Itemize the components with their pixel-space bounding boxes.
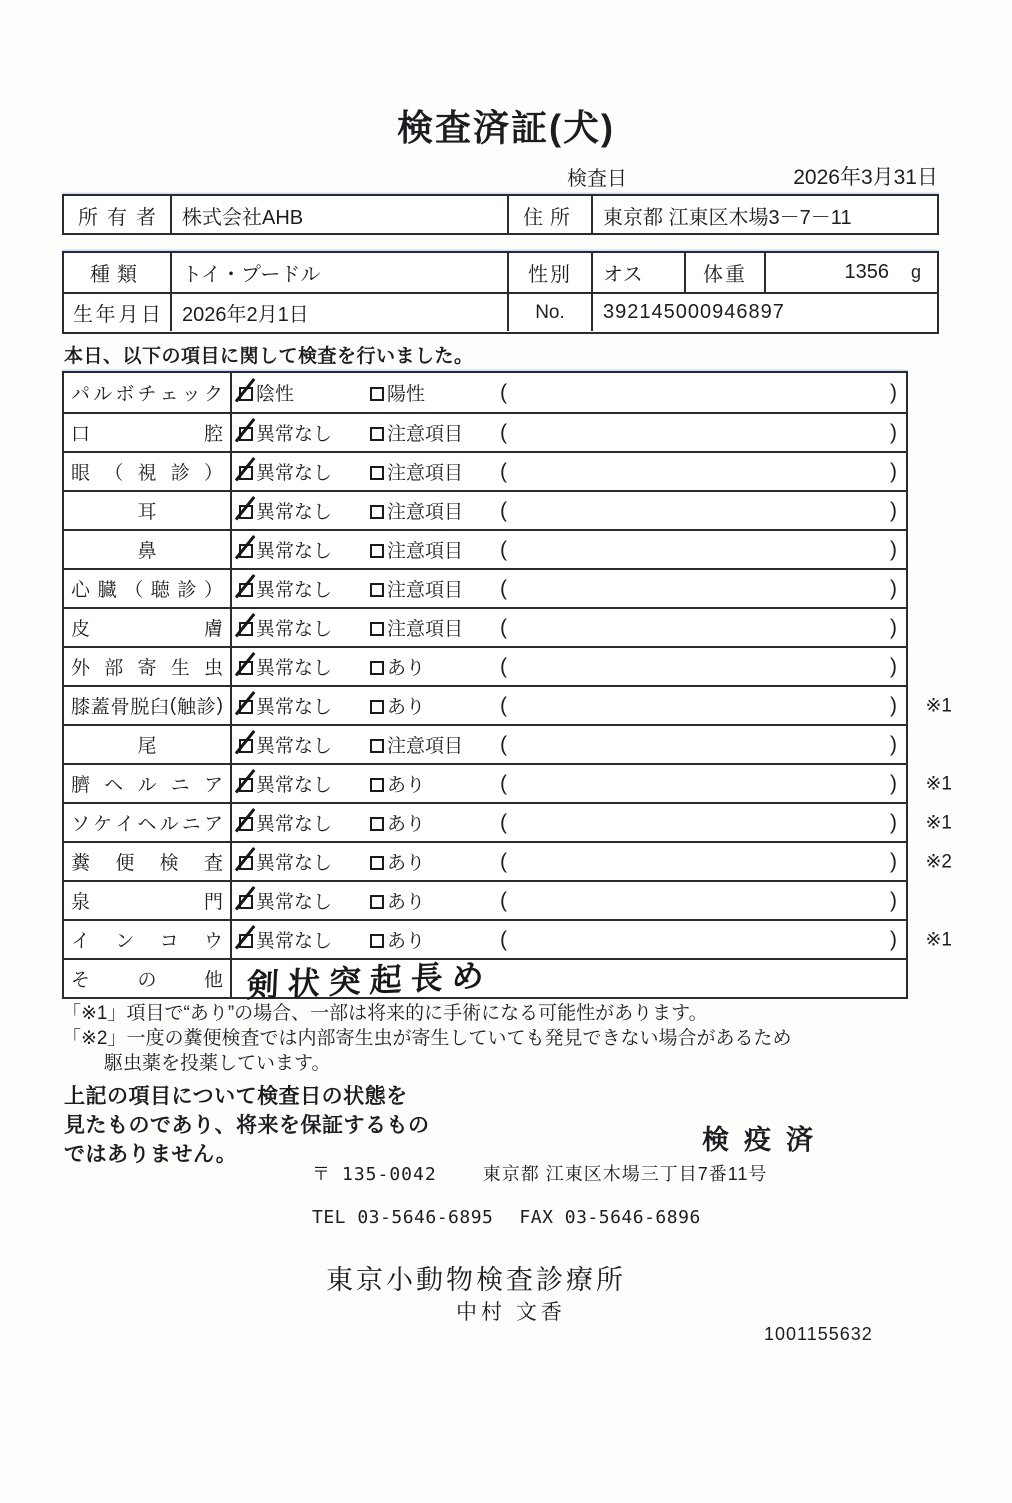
pet-info-box: [62, 251, 939, 334]
item-label-char: ル: [93, 384, 113, 405]
open-paren: (: [500, 771, 507, 795]
checkbox-unchecked-icon: [370, 583, 384, 597]
row-body: [232, 531, 906, 568]
item-label-char: コ: [159, 931, 179, 952]
checkbox-checked-icon: [239, 622, 253, 636]
close-paren: ): [890, 420, 897, 444]
item-label-char: 臍: [71, 775, 91, 796]
checkbox-unchecked-icon: [370, 817, 384, 831]
address-label: 住所: [507, 196, 591, 235]
row-body: [232, 570, 906, 607]
item-label-char: 口: [71, 424, 91, 445]
option-secondary: [370, 497, 500, 524]
result-field: [500, 850, 906, 874]
table-row: [64, 451, 906, 490]
option-primary: [239, 926, 370, 953]
row-body: [232, 843, 906, 880]
footnote-2-continued: 駆虫薬を投薬しています。: [104, 1053, 331, 1075]
option-label: 異常なし: [256, 697, 333, 718]
item-label-char: 蓋: [90, 697, 110, 718]
close-paren: ): [890, 732, 897, 756]
item-label-char: ボ: [115, 384, 135, 405]
item-label-char: 生: [170, 658, 190, 679]
item-label-char: 脱: [130, 697, 150, 718]
result-field: [500, 577, 906, 601]
option-primary: [239, 497, 370, 524]
checkbox-checked-icon: [239, 856, 253, 870]
checkbox-unchecked-icon: [370, 661, 384, 675]
close-paren: ): [890, 888, 897, 912]
item-label-char: ク: [203, 384, 223, 405]
option-secondary: [370, 926, 500, 953]
item-label-char: 聴: [150, 580, 170, 601]
option-primary: [239, 692, 370, 719]
checkbox-unchecked-icon: [370, 778, 384, 792]
result-field: [500, 381, 906, 405]
option-secondary: [370, 809, 500, 836]
item-label-char: ル: [137, 775, 157, 796]
close-paren: ): [890, 693, 897, 717]
disclaimer-line: 見たものであり、将来を保証するもの: [64, 1113, 430, 1137]
weight-value: 1356: [844, 261, 889, 283]
option-secondary: [370, 770, 500, 797]
id-number-label: No.: [507, 294, 591, 331]
table-row: [64, 880, 906, 919]
checkbox-unchecked-icon: [370, 622, 384, 636]
option-label: 異常なし: [256, 736, 333, 757]
table-row: [64, 646, 906, 685]
item-label-char: 臼: [150, 697, 170, 718]
option-primary: [239, 614, 370, 641]
veterinarian-name: 中村 文香: [456, 1301, 566, 1324]
table-row: [64, 568, 906, 607]
row-body: [232, 609, 906, 646]
checkbox-unchecked-icon: [370, 466, 384, 480]
item-label: [64, 882, 232, 919]
option-label: あり: [387, 892, 426, 913]
owner-value: 株式会社AHB: [170, 196, 507, 235]
option-secondary: [370, 887, 500, 914]
option-label: 注意項目: [387, 736, 464, 757]
item-label: [64, 609, 232, 646]
result-field: [500, 694, 906, 718]
option-label: 陽性: [387, 384, 426, 405]
item-label-char: ニ: [181, 814, 201, 835]
open-paren: (: [500, 810, 507, 834]
checkbox-unchecked-icon: [370, 505, 384, 519]
clinic-address: 東京都 江東区木場三丁目7番11号: [482, 1164, 768, 1184]
close-paren: ): [890, 810, 897, 834]
item-label-char: 検: [159, 853, 179, 874]
option-label: 異常なし: [256, 580, 333, 601]
option-primary: [239, 379, 370, 406]
item-label: [64, 414, 232, 451]
inspection-table: [62, 371, 952, 1004]
breed-value: トイ・プードル: [170, 253, 507, 292]
clinic-name: 東京小動物検査診療所: [326, 1265, 626, 1295]
open-paren: (: [500, 654, 507, 678]
close-paren: ): [890, 615, 897, 639]
disclaimer-line: ではありません。: [64, 1142, 238, 1166]
checkbox-checked-icon: [239, 700, 253, 714]
result-field: [500, 733, 906, 757]
checkbox-checked-icon: [239, 934, 253, 948]
row-body: [232, 687, 906, 724]
item-label-char: ヘ: [137, 814, 157, 835]
item-label-char: 鼻: [137, 541, 157, 562]
item-label-char: 糞: [71, 853, 91, 874]
checkbox-unchecked-icon: [370, 700, 384, 714]
row-body: [232, 492, 906, 529]
row-body: [232, 882, 906, 919]
checkbox-checked-icon: [239, 778, 253, 792]
open-paren: (: [500, 537, 507, 561]
checkbox-checked-icon: [239, 739, 253, 753]
row-body: [232, 726, 906, 763]
checkbox-checked-icon: [239, 817, 253, 831]
option-secondary: [370, 458, 500, 485]
close-paren: ): [890, 380, 897, 404]
item-label-char: ウ: [203, 931, 223, 952]
intro-text: 本日、以下の項目に関して検査を行いました。: [64, 346, 474, 367]
option-secondary: [370, 731, 500, 758]
option-label: 異常なし: [256, 619, 333, 640]
option-label: 注意項目: [387, 502, 464, 523]
open-paren: (: [500, 615, 507, 639]
clinic-fax: FAX 03-5646-6896: [519, 1207, 701, 1228]
item-label: [64, 804, 232, 841]
option-primary: [239, 770, 370, 797]
result-field: [500, 538, 906, 562]
row-body: [232, 804, 906, 841]
result-field: [500, 421, 906, 445]
result-field: [500, 772, 906, 796]
option-secondary: [370, 692, 500, 719]
item-label-char: そ: [71, 970, 91, 991]
clinic-postal-line: [312, 1160, 767, 1186]
option-primary: [239, 575, 370, 602]
result-field: [500, 655, 906, 679]
birthdate-label: 生 年 月 日: [73, 304, 161, 326]
checkbox-unchecked-icon: [370, 387, 384, 401]
footnotes: [62, 1001, 942, 1076]
close-paren: ): [890, 459, 897, 483]
open-paren: (: [500, 576, 507, 600]
row-body: [232, 956, 906, 1004]
checkbox-checked-icon: [239, 661, 253, 675]
item-label-char: 膝: [71, 697, 91, 718]
close-paren: ): [890, 849, 897, 873]
result-field: [500, 889, 906, 913]
item-label-char: 泉: [71, 892, 91, 913]
item-label-char: （: [104, 463, 124, 484]
option-primary: [239, 536, 370, 563]
footnote-1: 「※1」項目で“あり”の場合、一部は将来的に手術になる可能性があります。: [62, 1003, 708, 1024]
clinic-telfax-line: [312, 1207, 701, 1228]
checkbox-unchecked-icon: [370, 934, 384, 948]
item-label-char: 門: [203, 892, 223, 913]
close-paren: ): [890, 576, 897, 600]
checkbox-checked-icon: [239, 505, 253, 519]
item-label-char: 耳: [137, 502, 157, 523]
open-paren: (: [500, 927, 507, 951]
disclaimer-text: [64, 1083, 430, 1169]
table-row: [64, 724, 906, 763]
item-label-char: ): [216, 694, 223, 716]
item-label-char: 臓: [97, 580, 117, 601]
item-label-char: 心: [71, 580, 91, 601]
item-label: [64, 960, 232, 997]
result-field: [500, 811, 906, 835]
birthdate-value: 2026年2月1日: [170, 294, 507, 331]
checkbox-unchecked-icon: [370, 895, 384, 909]
item-label-char: 便: [115, 853, 135, 874]
close-paren: ): [890, 771, 897, 795]
option-secondary: [370, 848, 500, 875]
weight-label: 体重: [684, 253, 764, 292]
option-primary: [239, 653, 370, 680]
item-label-char: ッ: [181, 384, 201, 405]
checkbox-unchecked-icon: [370, 739, 384, 753]
sex-label: 性別: [507, 253, 591, 292]
item-label-char: 膚: [203, 619, 223, 640]
option-primary: [239, 848, 370, 875]
item-label-char: ソ: [71, 814, 91, 835]
sex-value: オス: [591, 253, 684, 292]
item-label: [64, 843, 232, 880]
item-label-char: 診: [170, 463, 190, 484]
option-label: 異常なし: [256, 775, 333, 796]
close-paren: ): [890, 927, 897, 951]
close-paren: ): [890, 498, 897, 522]
option-label: 注意項目: [387, 619, 464, 640]
quarantine-passed-stamp: 検疫済: [702, 1125, 828, 1155]
option-label: 異常なし: [256, 931, 333, 952]
open-paren: (: [500, 888, 507, 912]
owner-label: 所 有 者: [78, 207, 156, 229]
close-paren: ): [890, 654, 897, 678]
option-secondary: [370, 653, 500, 680]
footnote-mark: ※2: [925, 851, 952, 872]
postal-code: 135-0042: [342, 1164, 437, 1185]
handwritten-note: 剣状突起長め: [246, 956, 494, 1004]
row-body: [232, 648, 906, 685]
result-field: [500, 928, 906, 952]
option-label: 注意項目: [387, 424, 464, 445]
item-label-char: 外: [71, 658, 91, 679]
item-label: [64, 492, 232, 529]
option-label: 異常なし: [256, 463, 333, 484]
option-label: 異常なし: [256, 424, 333, 445]
row-body: [232, 453, 906, 490]
disclaimer-line: 上記の項目について検査日の状態を: [64, 1085, 408, 1108]
item-label-char: 尾: [137, 736, 157, 757]
item-label-char: 皮: [71, 619, 91, 640]
owner-info-box: [62, 194, 939, 235]
weight-value-cell: [764, 253, 937, 292]
row-body: [232, 921, 906, 958]
footnote-mark: ※1: [925, 929, 952, 950]
item-label: [64, 765, 232, 802]
item-label-char: 部: [104, 658, 124, 679]
item-label-char: （: [124, 580, 144, 601]
row-body: [232, 414, 906, 451]
footnote-mark: ※1: [925, 812, 952, 833]
option-primary: [239, 458, 370, 485]
item-label-char: 触: [177, 697, 197, 718]
row-body: [232, 373, 906, 412]
checkbox-checked-icon: [239, 544, 253, 558]
checkbox-unchecked-icon: [370, 427, 384, 441]
option-label: 異常なし: [256, 853, 333, 874]
item-label-char: ニ: [170, 775, 190, 796]
item-label-char: の: [137, 970, 157, 991]
item-label: [64, 453, 232, 490]
item-label-char: ル: [159, 814, 179, 835]
item-label: [64, 726, 232, 763]
table-row: [64, 490, 906, 529]
option-label: 注意項目: [387, 463, 464, 484]
result-field: [500, 499, 906, 523]
item-label-char: ）: [203, 463, 223, 484]
serial-number: 1001155632: [764, 1324, 873, 1344]
table-row: [64, 412, 906, 451]
checkbox-checked-icon: [239, 583, 253, 597]
footnote-2: 「※2」一度の糞便検査では内部寄生虫が寄生していても発見できない場合があるため: [62, 1028, 792, 1050]
open-paren: (: [500, 849, 507, 873]
option-label: あり: [387, 697, 426, 718]
table-row: [64, 763, 952, 802]
inspection-date-label: 検査日: [567, 168, 627, 190]
item-label-char: ア: [203, 775, 223, 796]
option-label: 異常なし: [256, 658, 333, 679]
option-label: 注意項目: [387, 580, 464, 601]
open-paren: (: [500, 732, 507, 756]
item-label-char: イ: [115, 814, 135, 835]
option-label: あり: [387, 775, 426, 796]
close-paren: ): [890, 537, 897, 561]
option-label: 異常なし: [256, 502, 333, 523]
open-paren: (: [500, 459, 507, 483]
checkbox-checked-icon: [239, 387, 253, 401]
clinic-tel: TEL 03-5646-6895: [312, 1207, 494, 1228]
item-label-char: 他: [203, 970, 223, 991]
table-row: [64, 607, 906, 646]
checkbox-checked-icon: [239, 466, 253, 480]
option-label: 異常なし: [256, 892, 333, 913]
item-label: [64, 570, 232, 607]
option-label: あり: [387, 931, 426, 952]
option-secondary: [370, 536, 500, 563]
item-label-char: 眼: [71, 463, 91, 484]
option-secondary: [370, 419, 500, 446]
checkbox-unchecked-icon: [370, 856, 384, 870]
weight-unit: g: [910, 262, 921, 282]
item-label-char: 診: [196, 697, 216, 718]
item-label-char: ン: [115, 931, 135, 952]
table-row: [64, 841, 952, 880]
item-label-char: ェ: [159, 384, 179, 405]
footnote-mark: ※1: [925, 695, 952, 716]
option-secondary: [370, 575, 500, 602]
option-primary: [239, 887, 370, 914]
item-label: [64, 921, 232, 958]
item-label-char: パ: [71, 384, 91, 405]
item-label-char: ）: [203, 580, 223, 601]
page-title: 検査済証(犬): [397, 107, 615, 148]
open-paren: (: [500, 420, 507, 444]
table-row: [64, 529, 906, 568]
checkbox-unchecked-icon: [370, 544, 384, 558]
table-row: [64, 685, 952, 724]
item-label-char: チ: [137, 384, 157, 405]
item-label-char: 視: [137, 463, 157, 484]
option-label: 異常なし: [256, 814, 333, 835]
postal-mark-icon: 〒: [312, 1164, 330, 1185]
option-label: あり: [387, 853, 426, 874]
item-label-char: ケ: [93, 814, 113, 835]
result-field: [500, 460, 906, 484]
item-label-char: 腔: [203, 424, 223, 445]
table-row: [64, 802, 952, 841]
checkbox-checked-icon: [239, 427, 253, 441]
open-paren: (: [500, 693, 507, 717]
item-label: [64, 373, 232, 412]
item-label-char: ア: [203, 814, 223, 835]
item-label-char: 査: [203, 853, 223, 874]
item-label-char: 虫: [203, 658, 223, 679]
option-secondary: [370, 614, 500, 641]
option-label: 異常なし: [256, 541, 333, 562]
address-value: 東京都 江東区木場3－7－11: [591, 196, 937, 235]
item-label-char: 診: [177, 580, 197, 601]
item-label-char: イ: [71, 931, 91, 952]
item-label-char: 骨: [110, 697, 130, 718]
table-row: [64, 956, 906, 1004]
option-label: あり: [387, 658, 426, 679]
option-primary: [239, 419, 370, 446]
item-label-char: 寄: [137, 658, 157, 679]
option-primary: [239, 809, 370, 836]
option-primary: [239, 731, 370, 758]
checkbox-checked-icon: [239, 895, 253, 909]
result-field: [500, 616, 906, 640]
option-label: 陰性: [256, 384, 295, 405]
open-paren: (: [500, 498, 507, 522]
open-paren: (: [500, 380, 507, 404]
id-number-value: 392145000946897: [591, 294, 937, 331]
row-body: [232, 765, 906, 802]
item-label: [64, 648, 232, 685]
item-label: [64, 531, 232, 568]
option-secondary: [370, 379, 500, 406]
item-label: [64, 687, 232, 724]
footnote-mark: ※1: [925, 773, 952, 794]
item-label-char: ヘ: [104, 775, 124, 796]
option-label: 注意項目: [387, 541, 464, 562]
inspection-date-value: 2026年3月31日: [793, 166, 938, 189]
option-label: あり: [387, 814, 426, 835]
item-label-char: (: [169, 694, 177, 716]
table-row: [64, 373, 906, 412]
breed-label: 種類: [90, 264, 144, 286]
